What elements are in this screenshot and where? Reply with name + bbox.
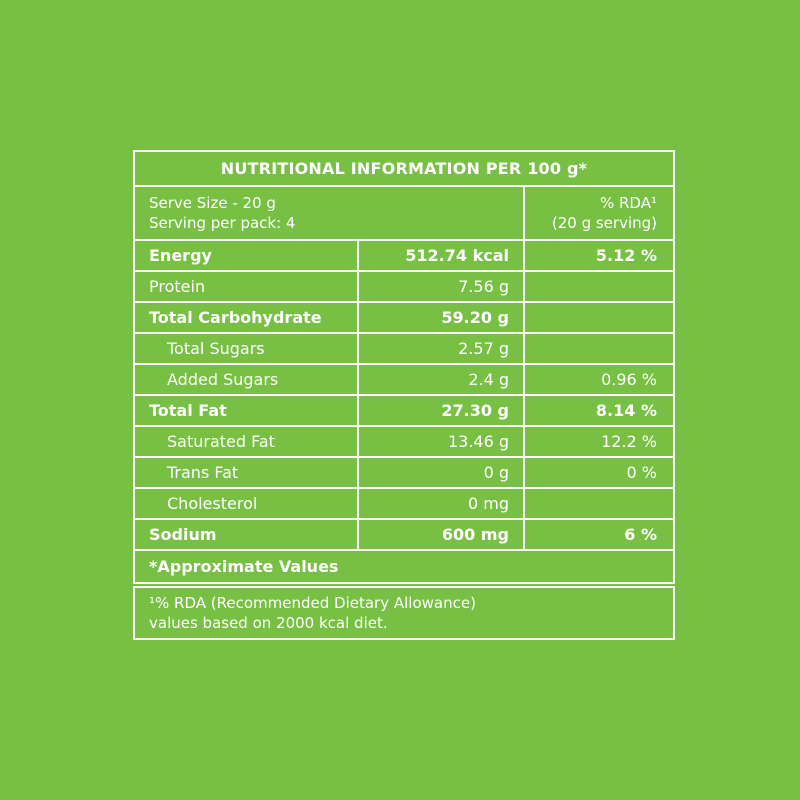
footnote-line-2: values based on 2000 kcal diet. <box>149 614 388 632</box>
nutrient-row-protein <box>135 272 673 303</box>
serve-size: Serve Size - 20 g <box>149 194 276 212</box>
table-title: NUTRITIONAL INFORMATION PER 100 g* <box>135 152 673 187</box>
nutrient-name: Protein <box>135 272 359 301</box>
nutrient-value: 0 g <box>359 458 525 487</box>
nutrient-row-added-sugars <box>135 365 673 396</box>
nutrient-rda: 0.96 % <box>601 370 657 389</box>
nutrient-value: 512.74 kcal <box>359 241 525 270</box>
approximate-values-note: *Approximate Values <box>149 557 339 576</box>
nutrition-table <box>133 150 675 584</box>
nutrient-row-total-fat <box>135 396 673 427</box>
rda-header-label: % RDA¹ <box>599 194 657 212</box>
rda-footnote <box>133 586 675 640</box>
servings-per-pack: Serving per pack: 4 <box>149 214 296 232</box>
nutrient-rda <box>525 334 673 363</box>
nutrient-name: Total Fat <box>135 396 359 425</box>
nutrient-rda: 8.14 % <box>595 401 657 420</box>
nutrient-name: Added Sugars <box>135 365 359 394</box>
nutrient-rda <box>525 303 673 332</box>
nutrient-name: Total Sugars <box>135 334 359 363</box>
serving-row <box>135 187 673 241</box>
nutrient-value: 0 mg <box>359 489 525 518</box>
nutrient-value: 59.20 g <box>359 303 525 332</box>
nutrient-value: 2.57 g <box>359 334 525 363</box>
nutrient-rda: 5.12 % <box>595 246 657 265</box>
nutrient-name: Trans Fat <box>135 458 359 487</box>
nutrient-value: 600 mg <box>359 520 525 549</box>
nutrient-value: 2.4 g <box>359 365 525 394</box>
nutrient-rda <box>525 489 673 518</box>
nutrient-row-cholesterol <box>135 489 673 520</box>
nutrient-rda: 12.2 % <box>601 432 657 451</box>
nutrient-rda <box>525 272 673 301</box>
nutrient-name: Sodium <box>135 520 359 549</box>
nutrient-row-sodium <box>135 520 673 551</box>
nutrient-name: Cholesterol <box>135 489 359 518</box>
nutrient-name: Energy <box>135 241 359 270</box>
rda-header <box>525 187 673 239</box>
footnote-line-1: ¹% RDA (Recommended Dietary Allowance) <box>149 594 476 612</box>
nutrient-value: 7.56 g <box>359 272 525 301</box>
nutrient-value: 13.46 g <box>359 427 525 456</box>
nutrient-row-total-sugars <box>135 334 673 365</box>
nutrient-row-energy <box>135 241 673 272</box>
nutrient-value: 27.30 g <box>359 396 525 425</box>
nutrient-name: Total Carbohydrate <box>135 303 359 332</box>
serving-info <box>135 187 525 239</box>
nutrient-rda: 6 % <box>624 525 657 544</box>
rda-header-sub: (20 g serving) <box>551 214 657 232</box>
nutrient-name: Saturated Fat <box>135 427 359 456</box>
nutrient-rda: 0 % <box>626 463 657 482</box>
nutrient-row-total-carbohydrate <box>135 303 673 334</box>
nutrient-row-saturated-fat <box>135 427 673 458</box>
nutrient-row-trans-fat <box>135 458 673 489</box>
